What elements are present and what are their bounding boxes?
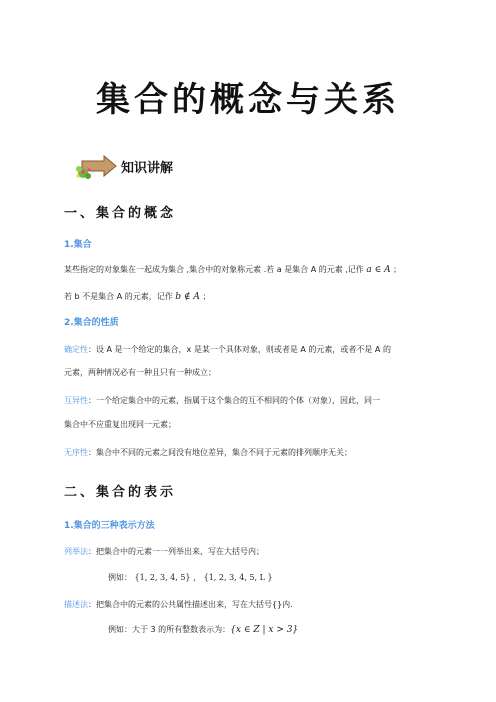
unordered-text: ：集合中不同的元素之间没有地位差异，集合不同于元素的排列顺序无关； — [88, 448, 352, 457]
term-listing: 列举法 — [64, 547, 88, 556]
section-heading-representation: 二、集合的表示 — [64, 485, 177, 500]
subheading-set-properties: 2.集合的性质 — [64, 318, 119, 328]
example-set-finite: {1, 2, 3, 4, 5} — [134, 573, 191, 582]
example-set-infinite: {1, 2, 3, 4, 5, L } — [203, 573, 273, 582]
subheading-set: 1.集合 — [64, 240, 92, 250]
punctuation: ； — [202, 292, 211, 301]
example-prefix: 例如： — [108, 573, 132, 582]
property-unordered — [64, 447, 352, 458]
set-definition-text: 某些指定的对象集在一起成为集合 ,集合中的对象称元素 .若 a 是集合 A 的元素 ,记作 — [64, 265, 364, 274]
punctuation: ； — [393, 265, 402, 274]
section-heading-concept: 一、集合的概念 — [64, 206, 177, 221]
property-distinctness-cont: 集合中不应重复出现同一元素； — [64, 420, 176, 429]
term-unordered: 无序性 — [64, 448, 88, 457]
method-description — [64, 599, 298, 610]
listing-example — [108, 572, 273, 583]
listing-text: ：把集合中的元素一一列举出来，写在大括号内； — [88, 547, 264, 556]
term-distinctness: 互异性 — [64, 396, 88, 405]
not-element-text: 若 b 不是集合 A 的元素，记作 — [64, 292, 173, 301]
page-title: 集合的概念与关系 — [96, 80, 400, 120]
method-listing — [64, 546, 264, 557]
arrow-with-flowers-icon — [74, 153, 118, 181]
term-description: 描述法 — [64, 600, 88, 609]
paragraph-set-definition — [64, 264, 401, 275]
not-element-formula: b ∉ A — [175, 292, 200, 302]
property-distinctness — [64, 395, 380, 406]
paragraph-not-element — [64, 291, 210, 302]
property-determinacy — [64, 344, 391, 355]
subheading-three-methods: 1.集合的三种表示方法 — [64, 521, 155, 531]
distinctness-text: ：一个给定集合中的元素，指属于这个集合的互不相同的个体（对象），因此，同一 — [88, 396, 380, 405]
property-determinacy-cont: 元素，两种情况必有一种且只有一种成立； — [64, 368, 216, 377]
example-set-builder: {x ∈ Z | x > 3} — [230, 625, 299, 635]
description-text: ：把集合中的元素的公共属性描述出来，写在大括号{}内． — [88, 600, 299, 609]
element-of-formula: a ∈ A — [366, 265, 391, 275]
description-example — [108, 624, 298, 635]
determinacy-text: ：设 A 是一个给定的集合，x 是某一个具体对象，则或者是 A 的元素，或者不是 A 的 — [88, 345, 391, 354]
term-determinacy: 确定性 — [64, 345, 88, 354]
knowledge-heading: 知识讲解 — [121, 161, 174, 176]
example-prefix: 例如：大于 3 的所有整数表示为： — [108, 625, 231, 634]
example-separator: ， — [193, 573, 202, 582]
